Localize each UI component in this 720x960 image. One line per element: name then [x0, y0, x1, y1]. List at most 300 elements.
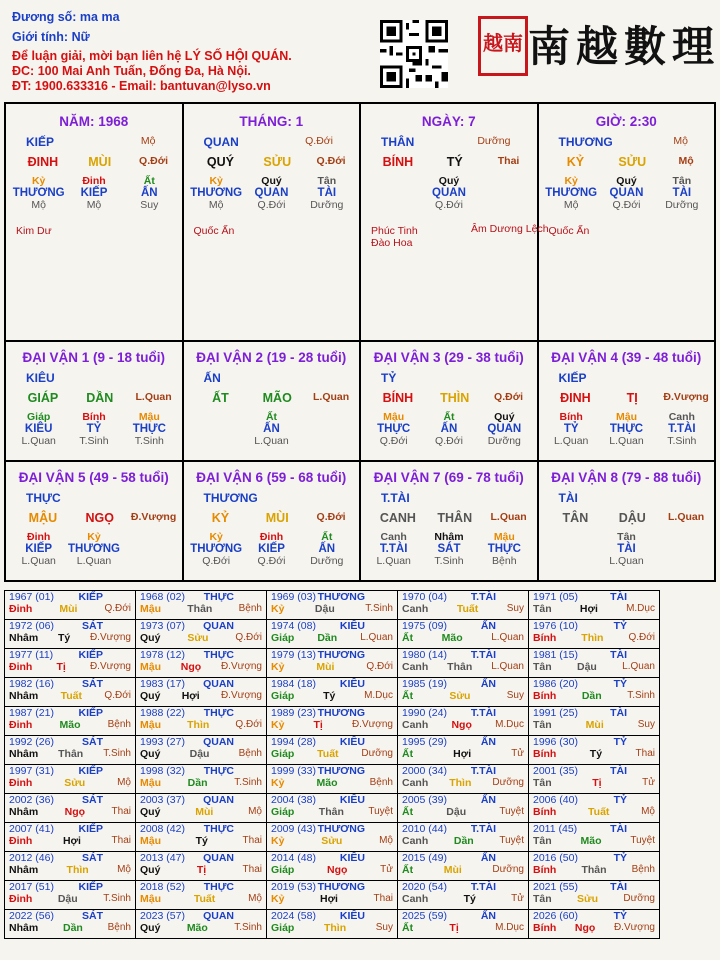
life-stage: Đ.Vượng — [130, 511, 177, 523]
year-cell[interactable] — [5, 736, 136, 765]
year-cell[interactable] — [529, 852, 660, 881]
year-cell[interactable] — [267, 707, 398, 736]
year-cell[interactable] — [136, 823, 267, 852]
hidden-ten-god: TÀI — [317, 187, 337, 199]
year-branch: Tuất — [456, 603, 479, 615]
year-cell[interactable] — [398, 765, 529, 794]
hidden-life-stage: L.Quan — [76, 555, 112, 567]
year-cell[interactable] — [398, 707, 529, 736]
year-stem: Mậu — [140, 777, 161, 789]
hidden-stems — [366, 531, 532, 567]
qr-code-icon[interactable] — [380, 20, 448, 88]
hidden-ten-god: ẤN — [141, 187, 158, 199]
cell-title: ĐẠI VẬN 4 (39 - 48 tuổi) — [551, 350, 702, 365]
year-ten-god: SÁT — [82, 910, 103, 922]
year-cell[interactable] — [136, 649, 267, 678]
year-stem: Quý — [140, 632, 161, 644]
year-cell[interactable] — [398, 736, 529, 765]
year-ganzhi-line — [271, 864, 393, 876]
hidden-stems — [544, 531, 710, 567]
pillar-year — [5, 103, 183, 341]
stem-branch-row — [545, 391, 715, 405]
year-line — [402, 620, 524, 632]
year-ten-god: QUAN — [203, 852, 234, 864]
cell-title: ĐẠI VẬN 7 (69 - 78 tuổi) — [373, 470, 524, 485]
year-ten-god: KIẾP — [78, 765, 103, 777]
year-stem: Canh — [402, 661, 429, 673]
dai-van-cell — [5, 341, 183, 461]
year-cell[interactable] — [529, 910, 660, 939]
year-line — [271, 823, 393, 835]
year-cell[interactable] — [5, 678, 136, 707]
year-stem: Bính — [533, 806, 557, 818]
year-branch: Tý — [463, 893, 476, 905]
year-cell[interactable] — [529, 649, 660, 678]
year-cell[interactable] — [5, 881, 136, 910]
year-cell[interactable] — [267, 591, 398, 620]
year-cell[interactable] — [529, 707, 660, 736]
year-stem: Canh — [402, 603, 429, 615]
life-stage: Q.Đới — [316, 511, 346, 523]
year-cell[interactable] — [136, 765, 267, 794]
hidden-ten-god: KIẾP — [80, 187, 108, 199]
year-life-stage: Bệnh — [369, 777, 393, 788]
year-ten-god: THỰC — [203, 823, 234, 835]
hidden-stem: Mậu — [615, 411, 637, 423]
year-branch: Dậu — [577, 661, 597, 673]
year-stem: Ất — [402, 690, 414, 702]
ten-god-row — [559, 491, 715, 505]
year-branch: Mùi — [316, 661, 335, 673]
year-cell[interactable] — [529, 678, 660, 707]
year-cell[interactable] — [267, 736, 398, 765]
year-stem: Nhâm — [9, 922, 39, 934]
year-ganzhi-line — [271, 893, 393, 905]
year-label: 1997 (31) — [9, 765, 54, 777]
hidden-stem: Canh — [668, 411, 695, 423]
year-cell[interactable] — [5, 910, 136, 939]
hidden-ten-god: THƯƠNG — [190, 543, 243, 555]
year-ganzhi-line — [533, 748, 655, 760]
year-life-stage: Dưỡng — [492, 777, 524, 788]
year-cell[interactable] — [5, 794, 136, 823]
year-stem: Tân — [533, 603, 552, 615]
year-cell[interactable] — [136, 620, 267, 649]
year-life-stage: Mộ — [248, 806, 262, 817]
year-cell[interactable] — [5, 707, 136, 736]
hidden-stems — [366, 175, 532, 211]
year-branch: Hợi — [181, 690, 200, 702]
year-ten-god: KIẾP — [78, 591, 103, 603]
year-cell[interactable] — [5, 591, 136, 620]
year-label: 2016 (50) — [533, 852, 578, 864]
year-cell[interactable] — [136, 591, 267, 620]
cell-title: ĐẠI VẬN 6 (59 - 68 tuổi) — [196, 470, 347, 485]
hidden-life-stage: Q.Đới — [435, 199, 463, 211]
year-life-stage: T.Sinh — [627, 690, 655, 701]
year-stem: Tân — [533, 777, 552, 789]
heavenly-stem: CANH — [379, 511, 416, 525]
pillar-day — [360, 103, 549, 341]
year-ganzhi-line — [9, 748, 131, 760]
year-ganzhi-line — [140, 748, 262, 760]
cell-title: ĐẠI VẬN 2 (19 - 28 tuổi) — [196, 350, 347, 365]
year-stem: Nhâm — [9, 690, 39, 702]
year-line — [271, 678, 393, 690]
year-stem: Canh — [402, 777, 429, 789]
year-stem: Ất — [402, 922, 414, 934]
life-stage: L.Quan — [490, 511, 527, 523]
dai-van-cell — [538, 341, 716, 461]
stem-branch-row — [12, 511, 182, 525]
year-branch: Tý — [195, 835, 208, 847]
year-cell[interactable] — [267, 910, 398, 939]
year-stem: Giáp — [271, 922, 295, 934]
year-branch: Dần — [581, 690, 602, 702]
year-ganzhi-line — [271, 777, 393, 789]
year-line — [402, 591, 524, 603]
year-cell[interactable] — [398, 591, 529, 620]
hidden-stem: Kỷ — [31, 175, 46, 187]
year-line — [9, 707, 131, 719]
life-stage: Đ.Vượng — [663, 391, 709, 403]
year-branch: Sửu — [449, 690, 471, 702]
year-cell[interactable] — [136, 678, 267, 707]
hidden-stem-col — [366, 175, 421, 211]
year-cell[interactable] — [136, 794, 267, 823]
earthly-branch: THÌN — [440, 391, 470, 405]
year-stem: Kỷ — [271, 603, 285, 615]
hidden-ten-god: KIẾP — [25, 543, 53, 555]
year-cell[interactable] — [267, 881, 398, 910]
hidden-life-stage: L.Quan — [376, 555, 411, 567]
year-life-stage: T.Sinh — [103, 893, 131, 904]
hidden-stems — [366, 411, 532, 447]
life-stage: Thai — [497, 155, 520, 167]
earthly-branch: TỊ — [626, 391, 638, 405]
year-cell[interactable] — [529, 823, 660, 852]
year-label: 1981 (15) — [533, 649, 578, 661]
year-ganzhi-line — [533, 690, 655, 702]
year-ten-god: THƯƠNG — [317, 649, 365, 661]
year-cell[interactable] — [267, 794, 398, 823]
year-cell[interactable] — [5, 765, 136, 794]
hidden-stem: Canh — [380, 531, 407, 543]
year-label: 2018 (52) — [140, 881, 185, 893]
hidden-stem-col — [544, 175, 599, 211]
year-ten-god: ẤN — [480, 620, 496, 632]
hidden-life-stage: Q.Đới — [435, 435, 463, 447]
hidden-stems — [544, 411, 710, 447]
year-cell[interactable] — [136, 881, 267, 910]
year-cell[interactable] — [267, 852, 398, 881]
year-branch: Tị — [592, 777, 602, 789]
year-branch: Dậu — [57, 893, 78, 905]
year-ten-god: KIÊU — [339, 794, 365, 806]
table-row — [5, 910, 660, 939]
hidden-stem-col — [11, 411, 66, 447]
hidden-ten-god: QUAN — [432, 187, 466, 199]
year-cell[interactable] — [267, 620, 398, 649]
hidden-ten-god: KIẾP — [258, 543, 285, 555]
hidden-stems — [11, 531, 177, 567]
year-life-stage: Q.Đới — [235, 719, 262, 730]
hidden-stem-col — [366, 411, 421, 447]
year-line — [9, 736, 131, 748]
year-ganzhi-line — [140, 864, 262, 876]
hidden-ten-god: KIÊU — [24, 423, 53, 435]
year-stem: Kỷ — [271, 719, 285, 731]
hidden-life-stage: Mộ — [563, 199, 579, 211]
hidden-ten-god: THƯƠNG — [68, 543, 120, 555]
year-stem: Bính — [533, 632, 557, 644]
year-stem: Ất — [402, 864, 414, 876]
year-cell[interactable] — [529, 736, 660, 765]
year-life-stage: Thai — [111, 835, 131, 846]
hidden-ten-god: THƯƠNG — [190, 187, 243, 199]
year-life-stage: Đ.Vượng — [89, 632, 131, 643]
year-ganzhi-line — [533, 632, 655, 644]
hidden-stem-col — [477, 531, 532, 567]
year-cell[interactable] — [136, 707, 267, 736]
year-cell[interactable] — [5, 852, 136, 881]
hidden-ten-god: QUAN — [254, 187, 289, 199]
year-branch: Sửu — [577, 893, 599, 905]
year-ganzhi-line — [402, 835, 524, 847]
hidden-life-stage: Q.Đới — [612, 199, 641, 211]
year-stem: Đinh — [9, 661, 33, 673]
year-ganzhi-line — [9, 690, 131, 702]
year-life-stage: Tuyệt — [368, 806, 393, 817]
earthly-branch: SỬU — [263, 155, 292, 169]
year-stem: Nhâm — [9, 748, 39, 760]
pillar-hour — [538, 103, 716, 341]
year-ganzhi-line — [533, 893, 655, 905]
year-cell[interactable] — [5, 620, 136, 649]
year-ganzhi-line — [9, 835, 131, 847]
hidden-stem: Bính — [82, 411, 106, 423]
hidden-stem-col — [421, 531, 476, 567]
stem-branch-row — [545, 155, 715, 169]
year-cell[interactable] — [267, 765, 398, 794]
year-ten-god: TÀI — [610, 823, 627, 835]
year-ganzhi-line — [533, 777, 655, 789]
year-ten-god: THƯƠNG — [317, 707, 365, 719]
year-line — [402, 765, 524, 777]
special-star: Quốc Ấn — [193, 225, 235, 237]
year-stem: Đinh — [9, 777, 33, 789]
year-stem: Ất — [402, 632, 414, 644]
year-life-stage: Tuyệt — [499, 835, 524, 846]
year-cell[interactable] — [529, 794, 660, 823]
year-label: 1980 (14) — [402, 649, 447, 661]
year-ten-god: SÁT — [82, 852, 103, 864]
year-cell[interactable] — [398, 794, 529, 823]
hidden-stem-col — [421, 175, 476, 211]
year-cell[interactable] — [267, 823, 398, 852]
year-line — [533, 881, 655, 893]
earthly-branch: DẬU — [618, 511, 646, 525]
year-cell[interactable] — [529, 620, 660, 649]
year-cell[interactable] — [529, 881, 660, 910]
year-life-stage: Dưỡng — [492, 864, 524, 875]
year-cell[interactable] — [529, 591, 660, 620]
hidden-ten-god: QUAN — [609, 187, 644, 199]
year-cell[interactable] — [5, 823, 136, 852]
year-stem: Giáp — [271, 632, 295, 644]
year-stem: Quý — [140, 748, 161, 760]
year-branch: Sửu — [187, 632, 209, 644]
year-branch: Mùi — [443, 864, 462, 876]
hidden-life-stage: Bệnh — [492, 555, 517, 567]
hidden-stem-col — [654, 531, 709, 567]
year-label: 1987 (21) — [9, 707, 54, 719]
year-line — [533, 794, 655, 806]
year-life-stage: T.Sinh — [365, 603, 393, 614]
year-life-stage: M.Dục — [626, 603, 655, 614]
hidden-stem: Mậu — [383, 411, 405, 423]
year-label: 1973 (07) — [140, 620, 185, 632]
heavenly-stem: ẤT — [212, 391, 229, 405]
year-stem: Đinh — [9, 893, 33, 905]
special-star: Quốc Ấn — [548, 225, 590, 237]
year-life-stage: Thai — [373, 893, 393, 904]
year-ganzhi-line — [271, 603, 393, 615]
year-line — [140, 591, 262, 603]
year-ten-god: SÁT — [82, 736, 103, 748]
year-branch: Tý — [589, 748, 603, 760]
year-label: 1978 (12) — [140, 649, 185, 661]
ten-god-label: KIÊU — [26, 371, 55, 385]
stem-branch-row — [12, 391, 182, 405]
phone-email[interactable]: ĐT: 1900.633316 - Email: bantuvan@lyso.vn — [12, 79, 271, 93]
year-stem: Bính — [533, 748, 557, 760]
year-life-stage: Mộ — [117, 864, 131, 875]
year-stem: Ất — [402, 748, 414, 760]
year-ganzhi-line — [9, 661, 131, 673]
special-stars — [184, 225, 360, 237]
year-cell[interactable] — [136, 852, 267, 881]
hidden-life-stage: L.Quan — [609, 555, 644, 567]
year-stem: Tân — [533, 719, 552, 731]
year-life-stage: Q.Đới — [104, 603, 131, 614]
hidden-ten-god: TỶ — [86, 423, 102, 435]
pillars-table — [4, 102, 716, 582]
hidden-life-stage: Dưỡng — [310, 555, 344, 567]
year-cell[interactable] — [398, 852, 529, 881]
year-cell[interactable] — [267, 649, 398, 678]
hidden-ten-god: ẤN — [318, 543, 336, 555]
hidden-stem-col — [11, 175, 66, 211]
hidden-life-stage: Q.Đới — [202, 555, 231, 567]
year-label: 2000 (34) — [402, 765, 447, 777]
year-cell[interactable] — [398, 620, 529, 649]
year-stem: Tân — [533, 893, 552, 905]
cell-title: NGÀY: 7 — [421, 114, 476, 129]
year-cell[interactable] — [398, 649, 529, 678]
year-cell[interactable] — [136, 910, 267, 939]
year-line — [533, 707, 655, 719]
gender: Giới tính: Nữ — [12, 30, 90, 44]
year-label: 1970 (04) — [402, 591, 447, 603]
year-cell[interactable] — [398, 823, 529, 852]
year-cell[interactable] — [398, 881, 529, 910]
ten-god-label: THƯƠNG — [203, 491, 258, 505]
hidden-ten-god: THỰC — [132, 423, 166, 435]
ten-god-status: Mộ — [673, 135, 688, 147]
year-line — [140, 881, 262, 893]
year-stem: Canh — [402, 835, 429, 847]
year-stem: Nhâm — [9, 864, 39, 876]
year-label: 2001 (35) — [533, 765, 578, 777]
hidden-ten-god: T.TÀI — [379, 543, 408, 555]
ten-god-row — [26, 135, 182, 149]
year-ten-god: KIẾP — [78, 823, 103, 835]
year-life-stage: Mộ — [248, 893, 262, 904]
year-life-stage: L.Quan — [622, 661, 655, 672]
year-label: 1979 (13) — [271, 649, 316, 661]
year-ganzhi-line — [402, 864, 524, 876]
year-label: 2025 (59) — [402, 910, 447, 922]
year-ten-god: THỰC — [203, 707, 234, 719]
hidden-stems — [189, 531, 355, 567]
cell-title: NĂM: 1968 — [59, 114, 129, 129]
year-line — [271, 707, 393, 719]
year-label: 2002 (36) — [9, 794, 54, 806]
hidden-stem: Ất — [143, 175, 155, 187]
year-cell[interactable] — [5, 649, 136, 678]
year-ganzhi-line — [140, 893, 262, 905]
year-ganzhi-line — [140, 835, 262, 847]
year-line — [533, 823, 655, 835]
year-branch: Ngọ — [451, 719, 472, 731]
year-label: 1977 (11) — [9, 649, 54, 661]
year-label: 2021 (55) — [533, 881, 578, 893]
ten-god-label: THÂN — [381, 135, 415, 149]
year-branch: Dần — [187, 777, 208, 789]
year-cell[interactable] — [267, 678, 398, 707]
year-branch: Mùi — [59, 603, 78, 615]
special-stars — [539, 225, 715, 237]
hidden-stem-col — [477, 175, 532, 211]
year-line — [402, 794, 524, 806]
year-life-stage: Mộ — [117, 777, 131, 788]
year-branch: Tị — [196, 864, 207, 876]
contact-invite[interactable]: Để luận giải, mời bạn liên hệ LÝ SỐ HỘI QUÁN. — [12, 49, 292, 63]
year-cell[interactable] — [529, 765, 660, 794]
hidden-stem: Giáp — [26, 411, 51, 423]
year-label: 2014 (48) — [271, 852, 316, 864]
hidden-stem-col — [189, 175, 244, 211]
year-stem: Nhâm — [9, 806, 39, 818]
hidden-life-stage: Dưỡng — [665, 199, 699, 211]
year-ganzhi-line — [9, 603, 131, 615]
year-cell[interactable] — [398, 910, 529, 939]
year-life-stage: Dưỡng — [361, 748, 393, 759]
year-ganzhi-line — [9, 922, 131, 934]
year-cell[interactable] — [398, 678, 529, 707]
year-ten-god: KIẾP — [78, 707, 103, 719]
year-life-stage: Tử — [642, 777, 655, 788]
year-ten-god: TÀI — [610, 649, 627, 661]
heavenly-stem: QUÝ — [206, 155, 234, 169]
year-ganzhi-line — [402, 603, 524, 615]
year-ganzhi-line — [9, 719, 131, 731]
year-life-stage: Thai — [111, 806, 131, 817]
hidden-stem-col — [189, 531, 244, 567]
year-stem: Kỷ — [271, 777, 285, 789]
year-cell[interactable] — [136, 736, 267, 765]
